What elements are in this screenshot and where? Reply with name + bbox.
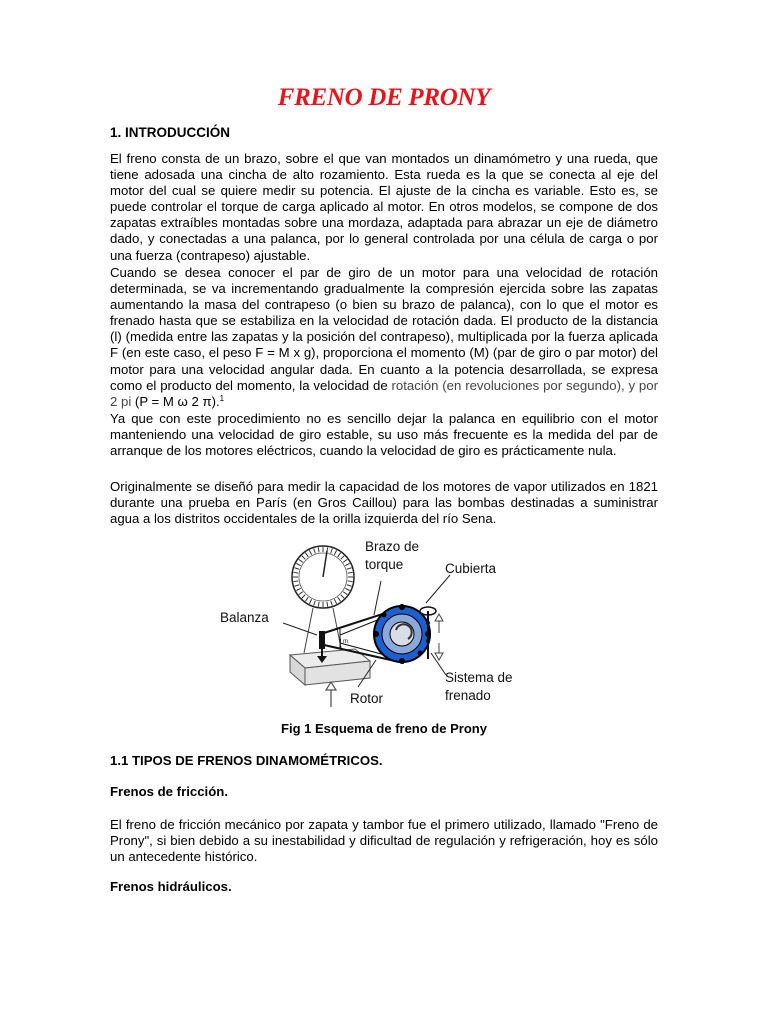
section-heading-brake-types: 1.1 TIPOS DE FRENOS DINAMOMÉTRICOS. [110, 753, 383, 768]
paragraph-2 [110, 265, 658, 410]
prony-brake-diagram [200, 535, 540, 710]
label-cover: Cubierta [445, 561, 497, 576]
subsection-heading-hydraulic: Frenos hidráulicos. [110, 879, 232, 894]
force-arrows-icon [435, 614, 443, 660]
figure-caption: Fig 1 Esquema de freno de Prony [281, 721, 487, 736]
paragraph-2-formula: (P = M ω 2 π). [131, 393, 220, 409]
paragraph-4: Originalmente se diseñó para medir la capacidad de los motores de vapor utilizados en 1821 durante una prueba en París (en Gros Caillou) para las bombas destinadas a suministrar agua a los distritos occidentales de la orilla izquierda del río Sena. [110, 479, 658, 527]
dial-gauge [292, 546, 354, 608]
label-torque-arm-1: Brazo de [365, 539, 420, 554]
paragraph-5: El freno de fricción mecánico por zapata y tambor fue el primero utilizado, llamado "Freno de Prony", si bien debido a su inestabilidad y dificultad de regulación y refrigeración, hoy es sólo un antecedente histórico. [110, 817, 658, 865]
paragraph-3: Ya que con este procedimiento no es sencillo dejar la palanca en equilibrio con el motor manteniendo una velocidad de giro estable, su uso más frecuente es la medida del par de arranque de los motores eléctricos, cuando la velocidad de giro es prácticamente nula. [110, 411, 658, 459]
paragraph-2-tail: rotación (en revoluciones por segundo), y por 2 pi [110, 377, 658, 409]
footnote-marker: 1 [219, 393, 225, 403]
subsection-heading-friction: Frenos de fricción. [110, 784, 228, 799]
section-heading-introduction: 1. INTRODUCCIÓN [110, 125, 231, 140]
paragraph-2-main: Cuando se desea conocer el par de giro de un motor para una velocidad de rotación determinada, se va incrementando gradualmente la compresión ejercida sobre las zapatas aumentando la masa del contrapeso (o bien su brazo de palanca), con lo que el motor es frenado hasta que se estabiliza en la velocidad de rotación dada. El producto de la distancia (l) (medida entre las zapatas y la posición del contrapeso), multiplicada por la fuerza aplicada F (en este caso, el peso F = M x g), proporciona el momento (M) (par de giro o par motor) del motor para una velocidad angular dada. En cuanto a la potencia desarrollada, se expresa como el producto del momento, la velocidad de [110, 265, 658, 393]
label-brake-system-1: Sistema de [445, 670, 513, 685]
label-rotor: Rotor [350, 691, 384, 706]
paragraph-1: El freno consta de un brazo, sobre el que van montados un dinamómetro y una rueda, que tiene adosada una cincha de alto rozamiento. Esta rueda es la que se conecta al eje del motor del cual se quiere medir su potencia. El ajuste de la cincha es variable. Esto es, se puede controlar el torque de carga aplicado al motor. En otros modelos, se compone de dos zapatas extraíbles montadas sobre una mordaza, adaptada para abrazar un eje de diámetro dado, y conectadas a una palanca, por lo general controlada por una célula de carga o por una fuerza (contrapeso) ajustable. [110, 151, 658, 263]
label-torque-arm-2: torque [365, 557, 404, 572]
load-arrow-icon [326, 682, 336, 707]
page-title: FRENO DE PRONY [277, 84, 491, 111]
label-scale: Balanza [220, 610, 269, 625]
label-brake-system-2: frenado [445, 688, 491, 703]
label-distance: l m [340, 639, 348, 645]
